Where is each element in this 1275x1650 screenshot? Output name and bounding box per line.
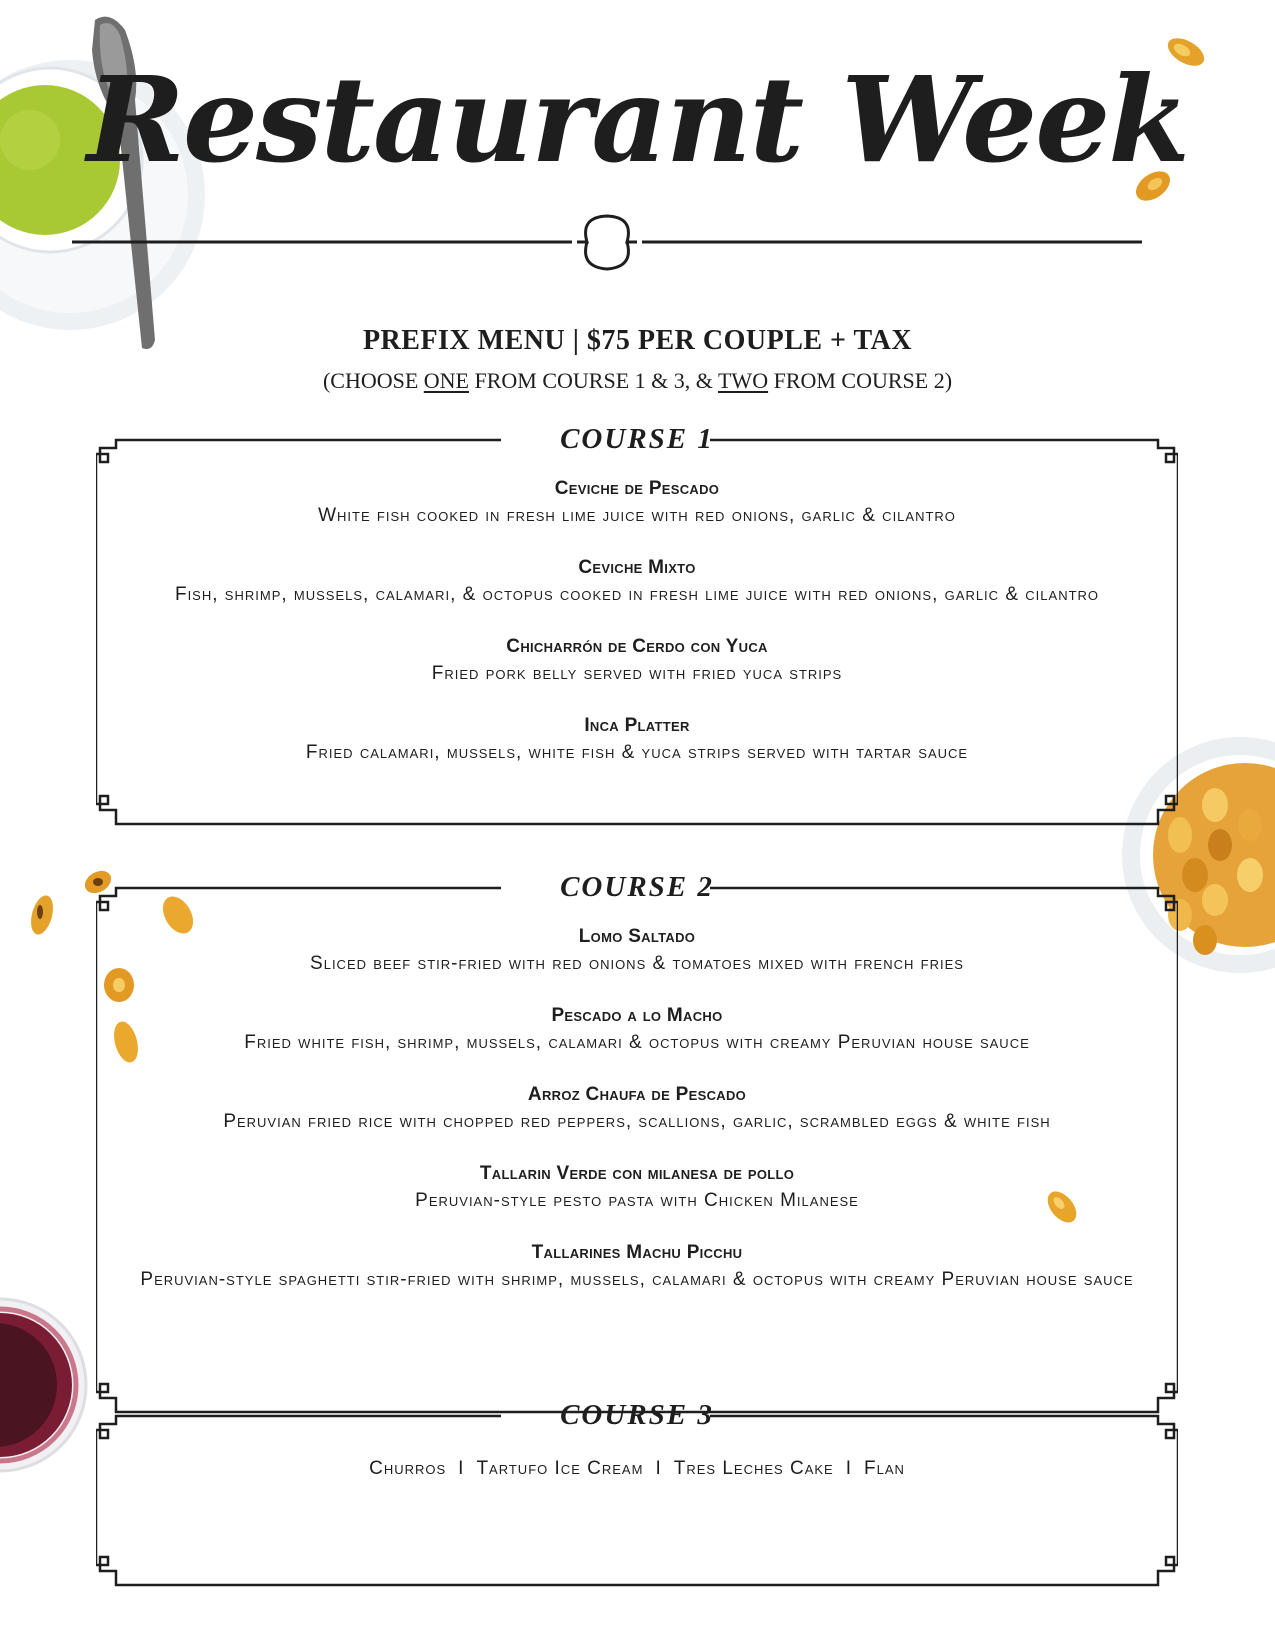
menu-item: [126, 634, 1148, 687]
menu-item: [126, 924, 1148, 977]
menu-item-name: Tallarines Machu Picchu: [531, 1242, 743, 1263]
drink-glass-image: [0, 1245, 90, 1520]
course-1-items: [126, 476, 1148, 792]
separator: I: [458, 1458, 465, 1479]
course-title: COURSE 2: [560, 871, 714, 903]
menu-item-description: Fried white fish, shrimp, mussels, calamari & octopus with creamy Peruvian house sauce: [244, 1032, 1030, 1053]
menu-item: [126, 476, 1148, 529]
menu-item: [126, 1240, 1148, 1293]
menu-item: [126, 713, 1148, 766]
menu-item-name: Ceviche Mixto: [578, 557, 696, 578]
course-2-items: [126, 924, 1148, 1319]
menu-item-name: Lomo Saltado: [578, 926, 696, 947]
menu-item-description: Sliced beef stir-fried with red onions & tomatoes mixed with french fries: [310, 953, 964, 974]
dessert-item: Tres Leches Cake: [673, 1458, 834, 1479]
menu-item-description: Peruvian fried rice with chopped red peppers, scallions, garlic, scrambled eggs & white fish: [223, 1111, 1051, 1132]
instructions-text: (CHOOSE: [322, 368, 424, 393]
course-title: COURSE 3: [560, 1399, 714, 1431]
separator: I: [845, 1458, 852, 1479]
menu-item-description: Peruvian-style pesto pasta with Chicken Milanese: [415, 1190, 859, 1211]
dessert-item: Churros: [369, 1458, 447, 1479]
instructions-text: FROM COURSE 2): [768, 368, 953, 393]
menu-item-description: Peruvian-style spaghetti stir-fried with shrimp, mussels, calamari & octopus with creamy Peruvian house sauce: [140, 1269, 1134, 1290]
menu-item-description: Fish, shrimp, mussels, calamari, & octopus cooked in fresh lime juice with red onions, garlic & cilantro: [174, 584, 1100, 605]
menu-item-name: Tallarin Verde con milanesa de pollo: [479, 1163, 795, 1184]
course-3-section: [96, 1400, 1178, 1590]
course-1-section: [96, 424, 1178, 829]
page-title: Restaurant Week: [86, 50, 1189, 189]
dessert-item: Tartufo Ice Cream: [476, 1458, 644, 1479]
menu-item-name: Arroz Chaufa de Pescado: [527, 1084, 747, 1105]
menu-item-name: Inca Platter: [584, 715, 690, 736]
menu-item-description: Fried calamari, mussels, white fish & yuca strips served with tartar sauce: [305, 742, 969, 763]
menu-item: [126, 1161, 1148, 1214]
dessert-list: [96, 1458, 1178, 1480]
separator: I: [655, 1458, 662, 1479]
instructions-one: ONE: [423, 368, 469, 393]
dessert-item: Flan: [863, 1458, 905, 1479]
prefix-menu-heading: PREFIX MENU | $75 PER COUPLE + TAX: [362, 325, 913, 356]
menu-item: [126, 1003, 1148, 1056]
menu-item-name: Chicharrón de Cerdo con Yuca: [506, 636, 768, 657]
course-title: COURSE 1: [560, 423, 714, 455]
course-2-section: [96, 872, 1178, 1417]
menu-item: [126, 1082, 1148, 1135]
menu-item-description: White fish cooked in fresh lime juice with red onions, garlic & cilantro: [318, 505, 956, 526]
instructions-text: FROM COURSE 1 & 3, &: [469, 368, 718, 393]
title-divider: [72, 212, 1142, 272]
instructions-two: TWO: [717, 368, 769, 393]
menu-item: [126, 555, 1148, 608]
menu-item-name: Pescado a lo Macho: [551, 1005, 723, 1026]
menu-item-name: Ceviche de Pescado: [554, 478, 720, 499]
prefix-menu-instructions: [0, 368, 1275, 394]
menu-item-description: Fried pork belly served with fried yuca strips: [431, 663, 843, 684]
